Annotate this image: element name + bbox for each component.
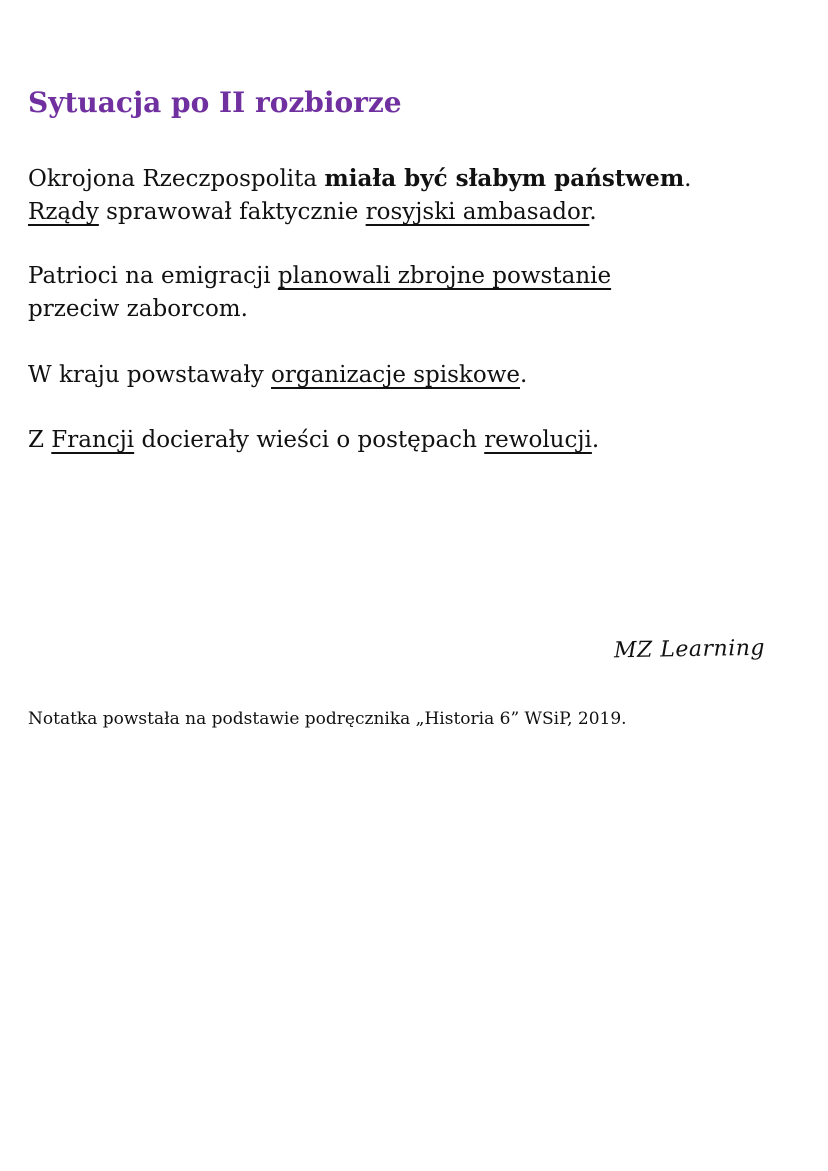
text-span: Okrojona Rzeczpospolita [28, 166, 325, 192]
text-span: . [591, 427, 600, 453]
text-span: docierały wieści o postępach [134, 427, 485, 453]
source-footnote: Notatka powstała na podstawie podręcznika „Historia 6” WSiP, 2019. [28, 709, 627, 729]
paragraph-4 [28, 424, 599, 457]
page-title: Sytuacja po II rozbiorze [28, 86, 402, 119]
underlined-term-france: Francji [51, 427, 135, 453]
underlined-term-rzady: Rządy [28, 199, 99, 225]
signature: MZ Learning [613, 635, 766, 664]
paragraph-1 [28, 162, 691, 229]
text-span: . [684, 166, 692, 192]
paragraph-2-line-1 [28, 263, 611, 289]
underlined-term-conspiracy: organizacje spiskowe [271, 362, 521, 388]
text-span: przeciw zaborcom. [28, 296, 248, 322]
text-span: . [589, 199, 597, 225]
underlined-term-ambassador: rosyjski ambasador [365, 199, 590, 225]
paragraph-4-line-1 [28, 427, 599, 453]
emphasis-weak-state: miała być słabym państwem [324, 165, 685, 192]
paragraph-3 [28, 359, 527, 392]
underlined-term-uprising: planowali zbrojne powstanie [277, 263, 612, 289]
text-span: Z [28, 427, 52, 453]
paragraph-2-line-2 [28, 296, 248, 322]
underlined-term-revolution: rewolucji [484, 427, 592, 453]
paragraph-1-line-2 [28, 199, 597, 225]
text-span: W kraju powstawały [28, 362, 272, 388]
text-span: sprawował faktycznie [98, 199, 366, 225]
text-span: . [520, 362, 528, 388]
text-span: Patrioci na emigracji [28, 263, 278, 289]
paragraph-3-line-1 [28, 362, 527, 388]
paragraph-1-line-1 [28, 166, 691, 192]
paragraph-2 [28, 260, 611, 326]
